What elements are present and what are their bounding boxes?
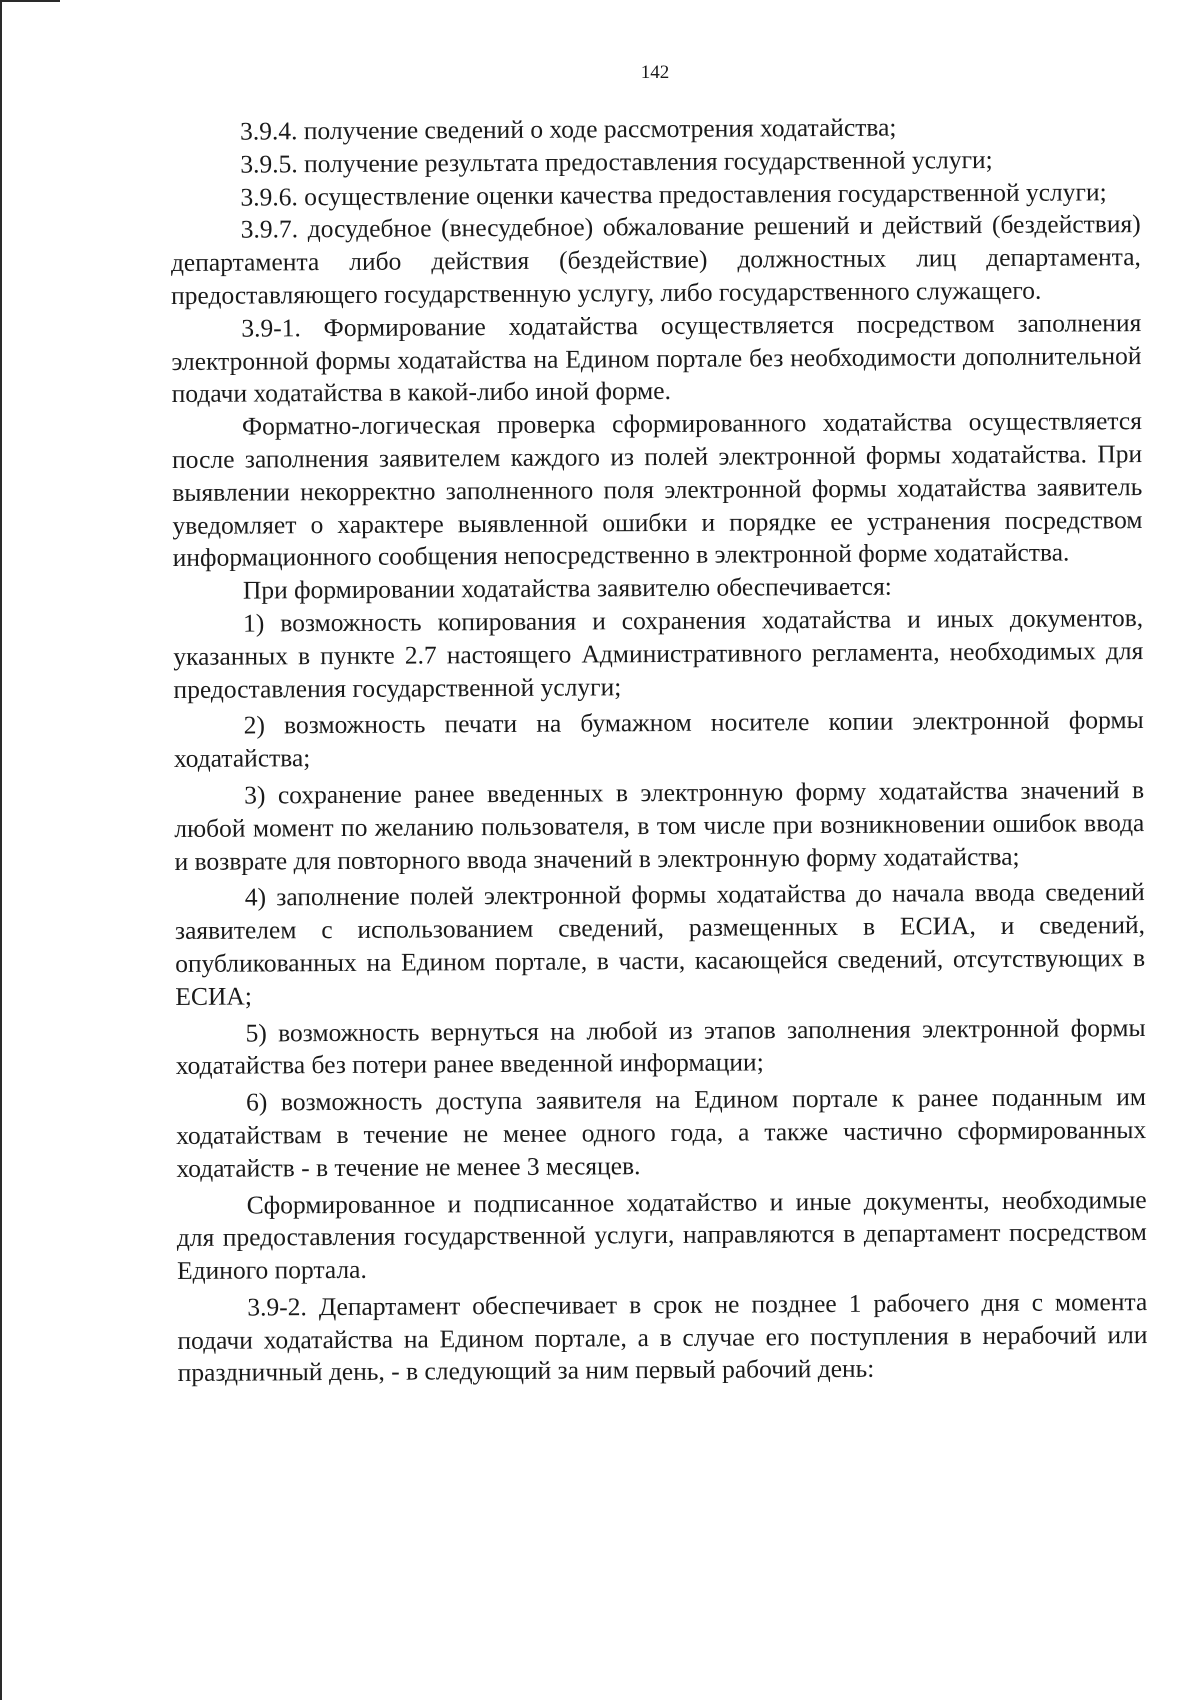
document-body	[170, 110, 1148, 1390]
paragraph-3-9-2: 3.9-2. Департамент обеспечивает в срок не позднее 1 рабочего дня с момента подачи ходатайства на Едином портале, а в случае его поступления в нерабочий или праздничный день, - в следующий за ним первый рабочий день:	[177, 1286, 1148, 1388]
paragraph-3-9-6: 3.9.6. осуществление оценки качества предоставления государственной услуги;	[240, 176, 1107, 212]
page-number: 142	[640, 62, 670, 83]
list-item-4: 4) заполнение полей электронной формы ходатайства до начала ввода сведений заявителем с использованием сведений, размещенных в ЕСИА, и сведений, опубликованных на Едином портале, в части, касающейся сведений, отсутствующих в ЕСИА;	[174, 877, 1146, 1011]
list-item-3: 3) сохранение ранее введенных в электронную форму ходатайства значений в любой момент по желанию пользователя, в том числе при возникновении ошибок ввода и возврате для повторного ввода значений в электронную форму ходатайства;	[174, 774, 1145, 876]
list-item-1: 1) возможность копирования и сохранения ходатайства и иных документов, указанных в пункте 2.7 настоящего Административного регламента, необходимых для предоставления государственной услуги;	[173, 603, 1144, 704]
list-item-5: 5) возможность вернуться на любой из этапов заполнения электронной формы ходатайства без потери ранее введенной информации;	[175, 1012, 1146, 1081]
list-item-6: 6) возможность доступа заявителя на Едином портале к ранее поданным им ходатайствам в течение не менее одного года, а также частично сформированных ходатайств - в течение не менее 3 месяцев.	[176, 1082, 1147, 1183]
scan-edge-left	[0, 0, 2, 1700]
list-item-2: 2) возможность печати на бумажном носителе копии электронной формы ходатайства;	[173, 705, 1144, 774]
paragraph-submission: Сформированное и подписанное ходатайство и иные документы, необходимые для предоставления государственной услуги, направляются в департамент посредством Единого портала.	[176, 1184, 1147, 1286]
paragraph-3-9-5: 3.9.5. получение результата предоставления государственной услуги;	[240, 144, 993, 179]
scan-edge-top	[0, 0, 60, 2]
paragraph-provisions-intro: При формировании ходатайства заявителю обеспечивается:	[242, 571, 892, 605]
paragraph-3-9-1: 3.9-1. Формирование ходатайства осуществляется посредством заполнения электронной формы ходатайства на Едином портале без необходимости дополнительной подачи ходатайства в какой-либо иной форме.	[171, 307, 1142, 409]
paragraph-3-9-7: 3.9.7. досудебное (внесудебное) обжалование решений и действий (бездействия) департамента либо действия (бездействие) должностных лиц департамента, предоставляющего государственную услугу, либо государственного служащего.	[170, 209, 1141, 310]
paragraph-3-9-4: 3.9.4. получение сведений о ходе рассмотрения ходатайства;	[240, 112, 897, 146]
paragraph-format-check: Форматно-логическая проверка сформированного ходатайства осуществляется после заполнения заявителем каждого из полей электронной формы ходатайства. При выявлении некорректно заполненного поля электронной формы ходатайства заявитель уведомляет о характере выявленной ошибки и порядке ее устранения посредством информационного сообщения непосредственно в электронной форме ходатайства.	[172, 406, 1143, 573]
